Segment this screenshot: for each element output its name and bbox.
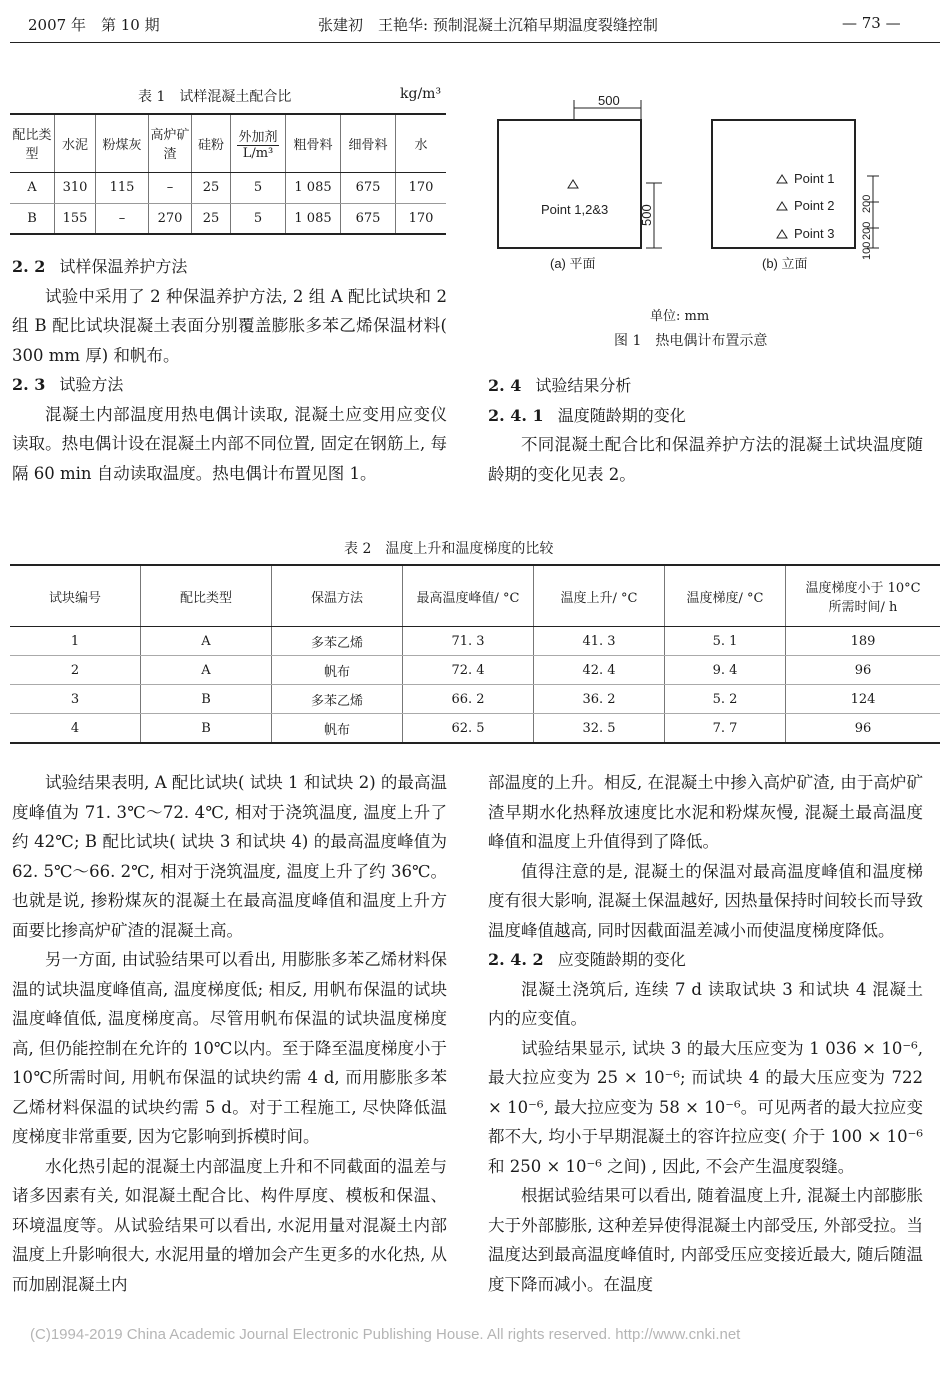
- paragraph: 另一方面, 由试验结果可以看出, 用膨胀多苯乙烯材料保温的试块温度峰值高, 温度梯度低; 相反, 用帆布保温的试块温度峰值低, 温度梯度高。尽管用帆布保温的试块温度梯度高, 但仍能控制在允许的 10℃以内。至于降至温度梯度小于 10℃所需时间, 用帆布保温的试块约需 4 d, 而用膨胀多苯乙烯材料保温的试块约需 5 d。对于工程施工, 尽快降低温度梯度非常重要, 因为它影响到拆模时间。: [12, 950, 447, 1146]
- table2-cell: 42. 4: [534, 656, 665, 685]
- table1-cell: A: [10, 172, 55, 203]
- paragraph: 部温度的上升。相反, 在混凝土中掺入高炉矿渣, 由于高炉矿渣早期水化热释放速度比水泥和粉煤灰慢, 混凝土最高温度峰值和温度上升值得到了降低。: [488, 773, 923, 851]
- subsection-heading: [488, 945, 923, 975]
- table1-header: 高炉矿渣: [149, 114, 192, 172]
- dim-elev-100: 100: [861, 241, 873, 260]
- table2-header: 配比类型: [141, 565, 272, 627]
- table1-header: 细骨料: [341, 114, 396, 172]
- table1-additive-unit: L/m³: [242, 145, 274, 161]
- table2-cell: 多苯乙烯: [272, 627, 403, 656]
- section-title: 试样保温养护方法: [59, 257, 188, 276]
- table2-cell: 7. 7: [665, 714, 786, 744]
- watermark: (C)1994-2019 China Academic Journal Electronic Publishing House. All rights reserved. http://www.cnki.net: [30, 1326, 741, 1343]
- table2-cell: 36. 2: [534, 685, 665, 714]
- table1-cell: 5: [231, 203, 286, 234]
- table2-cell: 124: [786, 685, 941, 714]
- table1-header: 硅粉: [192, 114, 231, 172]
- table2-cell: B: [141, 685, 272, 714]
- section-heading: [12, 370, 447, 400]
- table1-header: 水: [396, 114, 447, 172]
- paragraph: 不同混凝土配合比和保温养护方法的混凝土试块温度随龄期的变化见表 2。: [488, 435, 923, 484]
- table1-cell: B: [27, 210, 37, 226]
- table1-cell: 5: [231, 172, 286, 203]
- table2-cell: B: [141, 714, 272, 744]
- table2-cell: A: [141, 656, 272, 685]
- table2-header-row: [10, 565, 940, 627]
- section-title: 试验方法: [59, 375, 124, 394]
- table2-cell: 5. 1: [665, 627, 786, 656]
- figure1-diagram: [486, 88, 926, 288]
- table-row: [10, 172, 446, 203]
- page-number: — 73 —: [842, 14, 901, 32]
- paragraph: 试验中采用了 2 种保温养护方法, 2 组 A 配比试块和 2 组 B 配比试块混凝土表面分别覆盖膨胀多苯乙烯保温材料( 300 mm 厚) 和帆布。: [12, 286, 447, 365]
- section-number: 2. 4. 2: [488, 950, 544, 969]
- point-3-label: Point 3: [794, 226, 835, 241]
- table2-cell: 189: [786, 627, 941, 656]
- table1-header-additive: [231, 114, 286, 172]
- table1-cell: 25: [192, 172, 231, 203]
- table1-cell: –: [149, 172, 192, 203]
- table2-cell: 72. 4: [403, 656, 534, 685]
- table2-cell: 5. 2: [665, 685, 786, 714]
- section-heading: [488, 371, 923, 401]
- paragraph: 值得注意的是, 混凝土的保温对最高温度峰值和温度梯度有很大影响, 混凝土保温越好, 因热量保持时间较长而导致温度峰值越高, 同时因截面温差减小而使温度梯度降低。: [488, 861, 923, 940]
- table2-header-time: [786, 565, 941, 627]
- figure1-unit: 单位: mm: [650, 309, 710, 324]
- table1-caption: 表 1 试样混凝土配合比: [138, 89, 292, 105]
- table2-header: 温度上升/ °C: [534, 565, 665, 627]
- table2-header: 保温方法: [272, 565, 403, 627]
- dim-500-top: 500: [598, 93, 620, 108]
- table2-cell: 帆布: [272, 714, 403, 744]
- plan-point-label: Point 1,2&3: [541, 202, 609, 217]
- table1-cell: 25: [192, 203, 231, 234]
- table1-cell: 1 085: [286, 203, 341, 234]
- section-title: 试验结果分析: [535, 376, 632, 395]
- table2-header: 温度梯度小于 10°C: [805, 581, 921, 596]
- table-row: [10, 685, 940, 714]
- section-number: 2. 2: [12, 257, 46, 276]
- table2-cell: 96: [786, 714, 941, 744]
- table-row: [10, 714, 940, 744]
- subfig-a-label: (a) 平面: [550, 256, 596, 271]
- table1-header: 水泥: [55, 114, 96, 172]
- section-number: 2. 4. 1: [488, 405, 544, 425]
- table1-cell: 270: [149, 203, 192, 234]
- table2-cell: 1: [10, 627, 141, 656]
- table1-unit: kg/m³: [400, 86, 442, 102]
- left-body: [12, 768, 447, 1299]
- dim-500-side: 500: [639, 204, 654, 226]
- table2-header: 所需时间/ h: [828, 600, 898, 615]
- paragraph: 水化热引起的混凝土内部温度上升和不同截面的温差与诸多因素有关, 如混凝土配合比、构件厚度、模板和保温、环境温度等。从试验结果可以看出, 水泥用量对混凝土内部温度上升影响很大, 水泥用量的增加会产生更多的水化热, 从而加剧混凝土内: [12, 1156, 447, 1294]
- table2-header: 试块编号: [10, 565, 141, 627]
- table1-cell: 155: [55, 203, 96, 234]
- table1-header: 配比类型: [10, 114, 55, 172]
- plan-rect: [498, 120, 641, 248]
- table2: [10, 564, 940, 744]
- table-row: [10, 656, 940, 685]
- table-row: [10, 627, 940, 656]
- table1-cell: 675: [341, 172, 396, 203]
- table2-caption: 表 2 温度上升和温度梯度的比较: [344, 541, 554, 557]
- table2-cell: 66. 2: [403, 685, 534, 714]
- issue-label: 2007 年 第 10 期: [28, 16, 160, 34]
- table2-cell: 3: [10, 685, 141, 714]
- table1-header-row: [10, 114, 446, 172]
- table1-cell: –: [96, 203, 149, 234]
- figure1-caption: 图 1 热电偶计布置示意: [614, 333, 768, 349]
- paragraph: 根据试验结果可以看出, 随着温度上升, 混凝土内部膨胀大于外部膨胀, 这种差异使得混凝土内部受压, 外部受拉。当温度达到最高温度峰值时, 内部受压应变接近最大, 随后随温度下降而减小。在温度: [488, 1186, 923, 1294]
- table2-cell: 多苯乙烯: [272, 685, 403, 714]
- table1-cell: 170: [396, 203, 447, 234]
- point-1-label: Point 1: [794, 171, 835, 186]
- table1: [10, 113, 446, 235]
- table2-cell: A: [141, 627, 272, 656]
- section-number: 2. 4: [488, 376, 522, 395]
- point-marker: [777, 175, 787, 183]
- table1-cell: 115: [96, 172, 149, 203]
- dim-elev-200: 200: [861, 194, 873, 213]
- section-2-4: [488, 371, 923, 489]
- table1-header: 粉煤灰: [96, 114, 149, 172]
- table1-cell: 675: [341, 203, 396, 234]
- table2-cell: 2: [10, 656, 141, 685]
- table2-cell: 帆布: [272, 656, 403, 685]
- section-2-2: [12, 252, 447, 488]
- table1-header: 粗骨料: [286, 114, 341, 172]
- table1-cell: 1 085: [286, 172, 341, 203]
- table2-cell: 32. 5: [534, 714, 665, 744]
- table-row: [10, 203, 446, 234]
- section-number: 2. 3: [12, 375, 46, 394]
- paragraph: 混凝土浇筑后, 连续 7 d 读取试块 3 和试块 4 混凝土内的应变值。: [488, 979, 923, 1028]
- section-heading: [12, 252, 447, 282]
- paragraph: 试验结果表明, A 配比试块( 试块 1 和试块 2) 的最高温度峰值为 71. 3℃～72. 4℃, 相对于浇筑温度, 温度上升了约 42℃; B 配比试块( 试块 3 和试块 4) 的最高温度峰值为 62. 5℃～66. 2℃, 相对于浇筑温度, 温度上升了约 36℃。也就是说, 掺粉煤灰的混凝土在最高温度峰值和温度上升方面要比掺高炉矿渣的混凝土高。: [12, 773, 447, 940]
- table1-cell: 310: [55, 172, 96, 203]
- point-marker: [568, 180, 578, 188]
- table2-cell: 41. 3: [534, 627, 665, 656]
- table2-header: 温度梯度/ °C: [665, 565, 786, 627]
- section-title: 温度随龄期的变化: [557, 405, 686, 425]
- section-title: 应变随龄期的变化: [557, 950, 686, 969]
- table2-cell: 96: [786, 656, 941, 685]
- point-marker: [777, 202, 787, 210]
- paragraph: 混凝土内部温度用热电偶计读取, 混凝土应变用应变仪读取。热电偶计设在混凝土内部不同位置, 固定在钢筋上, 每隔 60 min 自动读取温度。热电偶计布置见图 1。: [12, 404, 447, 483]
- table1-cell: 170: [396, 172, 447, 203]
- subsection-heading: [488, 401, 923, 431]
- running-title: 张建初 王艳华: 预制混凝土沉箱早期温度裂缝控制: [318, 16, 658, 34]
- subfig-b-label: (b) 立面: [762, 256, 808, 271]
- table2-cell: 4: [70, 720, 80, 736]
- dim-elev-200: 200: [861, 221, 873, 240]
- right-body: [488, 768, 923, 1299]
- header-rule: [10, 42, 940, 43]
- paragraph: 试验结果显示, 试块 3 的最大压应变为 1 036 × 10⁻⁶, 最大拉应变为 25 × 10⁻⁶; 而试块 4 的最大压应变为 722 × 10⁻⁶, 最大拉应变为 58 × 10⁻⁶。可见两者的最大拉应变都不大, 均小于早期混凝土的容许拉应变( 介于 100 × 10⁻⁶ 和 250 × 10⁻⁶ 之间) , 因此, 不会产生温度裂缝。: [488, 1038, 923, 1176]
- table2-cell: 9. 4: [665, 656, 786, 685]
- point-marker: [777, 230, 787, 238]
- point-2-label: Point 2: [794, 198, 835, 213]
- table1-header: 外加剂: [237, 126, 279, 146]
- table2-cell: 62. 5: [403, 714, 534, 744]
- table2-header: 最高温度峰值/ °C: [403, 565, 534, 627]
- table2-cell: 71. 3: [403, 627, 534, 656]
